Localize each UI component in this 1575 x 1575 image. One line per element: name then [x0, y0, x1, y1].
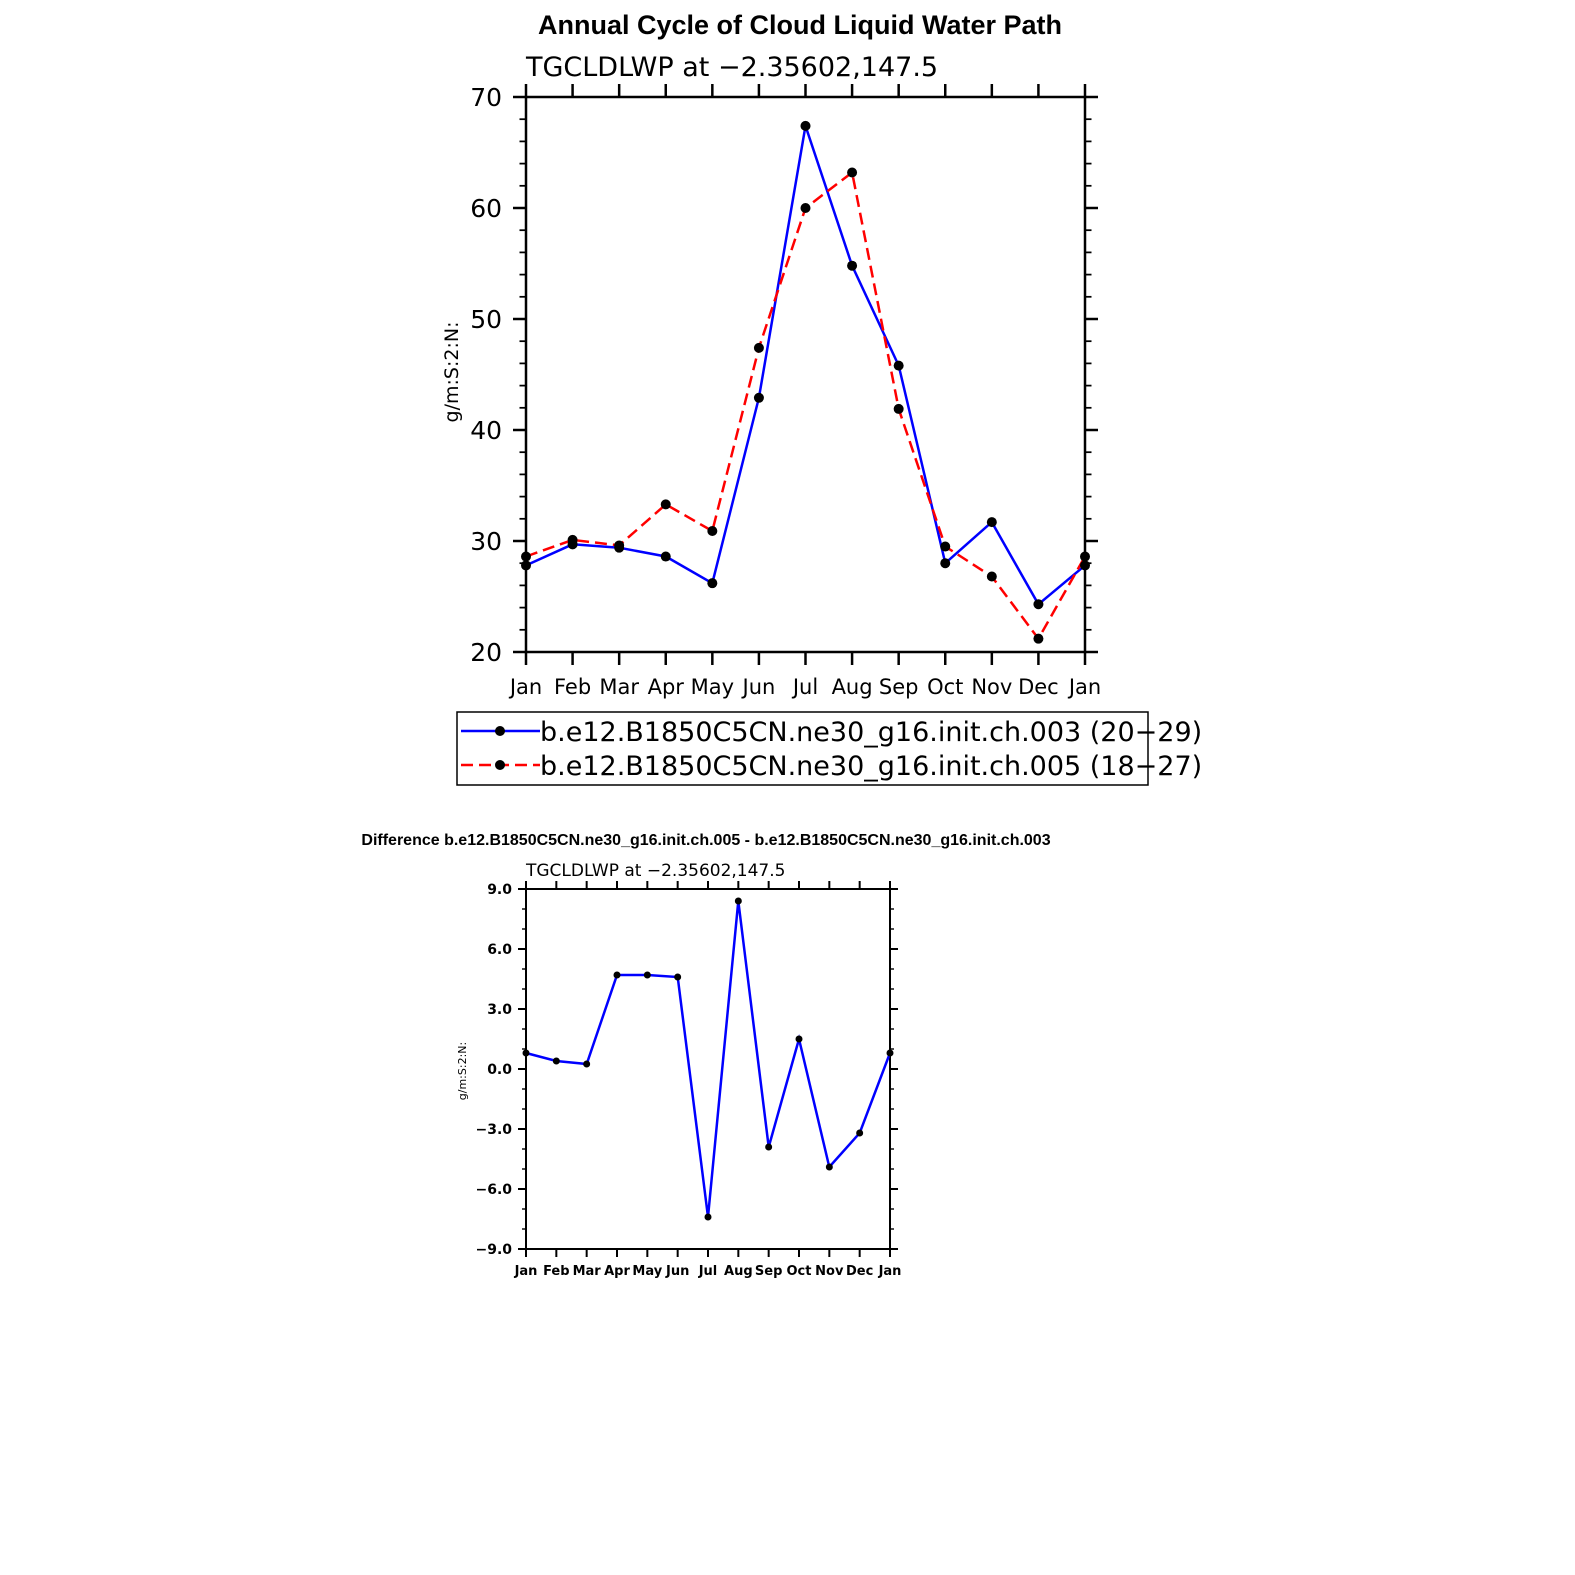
- x-tick-label: Jan: [878, 1264, 902, 1279]
- x-tick-label: May: [632, 1264, 663, 1279]
- legend-marker-series-2: [495, 760, 505, 770]
- x-tick-label: Sep: [878, 675, 919, 699]
- series-line-1: [526, 126, 1085, 604]
- x-tick-label: Dec: [846, 1264, 874, 1279]
- series-line-2: [526, 173, 1085, 639]
- data-point-series-2: [987, 572, 997, 582]
- data-point-series-1: [674, 974, 681, 981]
- data-point-series-1: [705, 1214, 712, 1221]
- x-tick-label: Mar: [599, 675, 639, 699]
- data-point-series-1: [940, 558, 950, 568]
- x-tick-label: Jul: [698, 1264, 718, 1279]
- x-tick-label: Mar: [572, 1264, 601, 1279]
- plot-area: [470, 83, 1101, 699]
- data-point-series-1: [1033, 599, 1043, 609]
- data-point-series-2: [1080, 552, 1090, 562]
- annual-cycle-chart: [441, 10, 1202, 785]
- x-tick-label: Nov: [971, 675, 1013, 699]
- data-point-series-1: [553, 1058, 560, 1065]
- difference-plot-area: [475, 881, 901, 1279]
- series-marks: [521, 121, 1090, 644]
- data-point-series-1: [583, 1061, 590, 1068]
- legend-entry-series-2: b.e12.B1850C5CN.ne30_g16.init.ch.005 (18−27): [540, 751, 1203, 782]
- data-point-series-2: [754, 343, 764, 353]
- data-point-series-1: [644, 972, 651, 979]
- data-point-series-1: [521, 560, 531, 570]
- legend-entry-series-1: b.e12.B1850C5CN.ne30_g16.init.ch.003 (20−29): [540, 717, 1203, 748]
- difference-chart: [361, 832, 1050, 1279]
- series-line-1: [526, 901, 890, 1217]
- x-tick-label: Jun: [665, 1264, 690, 1279]
- difference-chart-title: Difference b.e12.B1850C5CN.ne30_g16.init.ch.005 - b.e12.B1850C5CN.ne30_g16.init.ch.003: [361, 832, 1051, 849]
- difference-chart-subtitle: TGCLDLWP at −2.35602,147.5: [526, 861, 786, 881]
- x-tick-label: Oct: [927, 675, 964, 699]
- y-axis-label: g/m:S:2:N:: [441, 321, 463, 423]
- x-tick-label: Jul: [792, 675, 819, 699]
- data-point-series-1: [754, 393, 764, 403]
- x-tick-label: Feb: [553, 675, 592, 699]
- y-tick-label: 60: [470, 193, 502, 223]
- x-tick-label: Jan: [514, 1264, 538, 1279]
- data-point-series-1: [1080, 560, 1090, 570]
- data-point-series-1: [735, 898, 742, 905]
- x-tick-label: Feb: [543, 1264, 570, 1279]
- data-point-series-2: [894, 404, 904, 414]
- data-point-series-1: [707, 578, 717, 588]
- y-tick-label: 50: [470, 304, 502, 334]
- x-tick-label: May: [690, 675, 735, 699]
- data-point-series-1: [894, 361, 904, 371]
- y-tick-label: 40: [470, 415, 502, 445]
- y-tick-label: 3.0: [487, 1001, 512, 1018]
- y-tick-label: 9.0: [487, 881, 512, 898]
- difference-series-marks: [523, 898, 894, 1221]
- y-tick-label: 20: [470, 637, 502, 667]
- x-tick-label: Sep: [754, 1264, 783, 1279]
- plot-frame: [526, 889, 890, 1249]
- chart-title: Annual Cycle of Cloud Liquid Water Path: [537, 10, 1063, 40]
- data-point-series-1: [661, 552, 671, 562]
- y-tick-label: 6.0: [487, 941, 512, 958]
- x-tick-label: Apr: [647, 675, 684, 699]
- data-point-series-1: [523, 1050, 530, 1057]
- x-tick-label: Oct: [786, 1264, 812, 1279]
- y-tick-label: 0.0: [487, 1061, 512, 1078]
- x-tick-label: Jan: [509, 675, 543, 699]
- data-point-series-2: [614, 540, 624, 550]
- x-tick-label: Jun: [742, 675, 776, 699]
- y-tick-label: 70: [470, 82, 502, 112]
- data-point-series-2: [707, 526, 717, 536]
- y-tick-label: −6.0: [475, 1181, 512, 1198]
- plot-frame: [526, 97, 1085, 652]
- data-point-series-1: [801, 121, 811, 131]
- data-point-series-1: [987, 517, 997, 527]
- data-point-series-2: [801, 203, 811, 213]
- y-tick-label: −9.0: [475, 1241, 512, 1258]
- x-tick-label: Jan: [1068, 675, 1102, 699]
- x-tick-label: Dec: [1018, 675, 1059, 699]
- chart-subtitle: TGCLDLWP at −2.35602,147.5: [526, 52, 939, 83]
- data-point-series-1: [796, 1036, 803, 1043]
- data-point-series-1: [856, 1130, 863, 1137]
- data-point-series-1: [614, 972, 621, 979]
- x-tick-label: Nov: [815, 1264, 844, 1279]
- x-tick-label: Aug: [831, 675, 873, 699]
- data-point-series-2: [1033, 634, 1043, 644]
- data-point-series-1: [826, 1164, 833, 1171]
- data-point-series-1: [765, 1144, 772, 1151]
- data-point-series-2: [521, 552, 531, 562]
- legend: [457, 712, 1202, 785]
- legend-marker-series-1: [495, 726, 505, 736]
- data-point-series-1: [887, 1050, 894, 1057]
- data-point-series-2: [568, 535, 578, 545]
- data-point-series-2: [940, 542, 950, 552]
- difference-y-axis-label: g/m:S:2:N:: [456, 1041, 469, 1101]
- data-point-series-1: [847, 261, 857, 271]
- x-tick-label: Aug: [724, 1264, 753, 1279]
- data-point-series-2: [661, 499, 671, 509]
- x-tick-label: Apr: [604, 1264, 630, 1279]
- data-point-series-2: [847, 167, 857, 177]
- y-tick-label: 30: [470, 526, 502, 556]
- y-tick-label: −3.0: [475, 1121, 512, 1138]
